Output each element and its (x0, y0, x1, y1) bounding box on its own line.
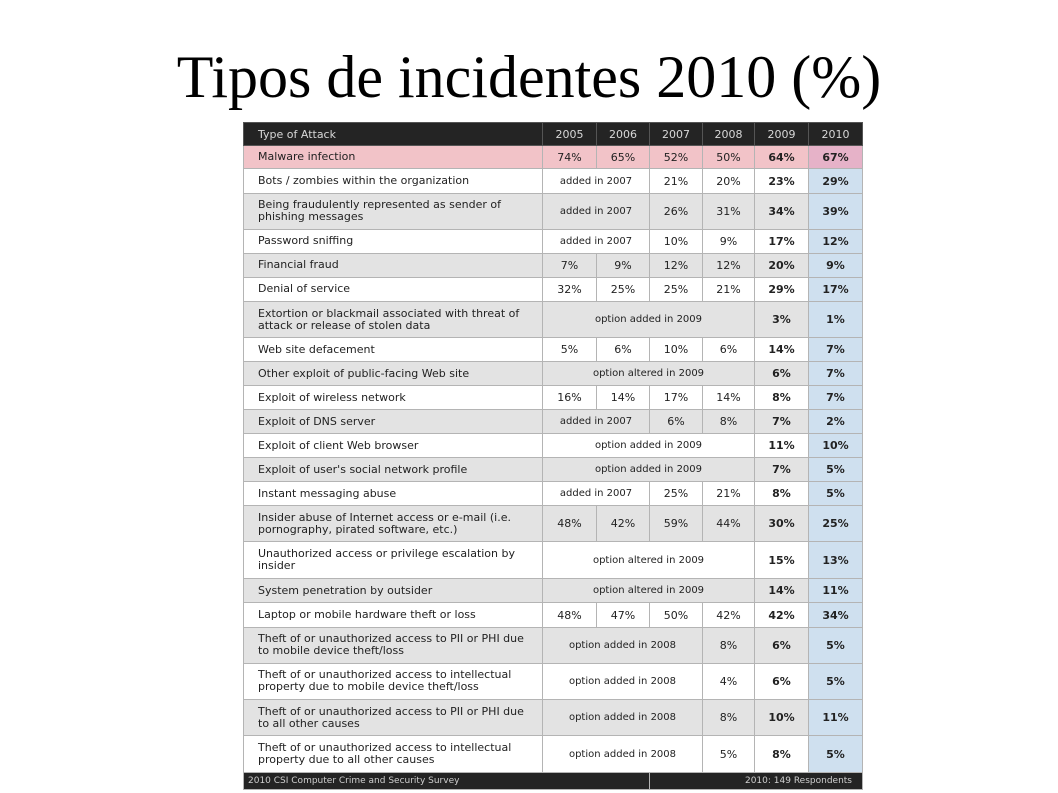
table-row (244, 458, 863, 481)
value-2010: 5% (809, 627, 863, 663)
note-cell: added in 2007 (543, 169, 650, 194)
attack-type-cell: Financial fraud (244, 254, 543, 277)
value-2005: 48% (543, 506, 597, 542)
value-2008: 4% (703, 663, 755, 700)
value-2010: 11% (809, 578, 863, 603)
table-row (244, 254, 863, 277)
value-2007: 21% (650, 169, 703, 194)
incident-table (243, 122, 863, 790)
attack-type-cell: Theft of or unauthorized access to PII or PHI due to all other causes (244, 700, 543, 736)
note-cell: option altered in 2009 (543, 362, 755, 385)
value-2008: 14% (703, 385, 755, 410)
value-2009: 8% (755, 481, 809, 506)
attack-type-cell: Being fraudulently represented as sender of phishing messages (244, 193, 543, 229)
value-2009: 6% (755, 627, 809, 663)
table-row (244, 663, 863, 700)
value-2010: 39% (809, 193, 863, 229)
value-2009: 7% (755, 410, 809, 433)
value-2010: 7% (809, 362, 863, 385)
table-row (244, 433, 863, 458)
attack-type-cell: Bots / zombies within the organization (244, 169, 543, 194)
value-2008: 8% (703, 627, 755, 663)
table-row (244, 302, 863, 338)
value-2005: 16% (543, 385, 597, 410)
value-2009: 42% (755, 603, 809, 628)
attack-type-cell: Instant messaging abuse (244, 481, 543, 506)
note-cell: option added in 2009 (543, 302, 755, 338)
value-2006: 6% (597, 337, 650, 362)
table-row (244, 362, 863, 385)
note-cell: added in 2007 (543, 481, 650, 506)
value-2005: 48% (543, 603, 597, 628)
header-type-of-attack: Type of Attack (244, 123, 543, 146)
value-2009: 64% (755, 146, 809, 169)
value-2006: 47% (597, 603, 650, 628)
value-2009: 3% (755, 302, 809, 338)
attack-type-cell: Theft of or unauthorized access to intellectual property due to mobile device theft/loss (244, 663, 543, 700)
value-2008: 31% (703, 193, 755, 229)
note-cell: added in 2007 (543, 229, 650, 254)
value-2010: 7% (809, 337, 863, 362)
value-2009: 6% (755, 663, 809, 700)
value-2008: 8% (703, 700, 755, 736)
value-2008: 44% (703, 506, 755, 542)
attack-type-cell: Malware infection (244, 146, 543, 169)
value-2008: 42% (703, 603, 755, 628)
value-2007: 59% (650, 506, 703, 542)
value-2008: 21% (703, 481, 755, 506)
value-2010: 7% (809, 385, 863, 410)
note-cell: option added in 2008 (543, 700, 703, 736)
header-2005: 2005 (543, 123, 597, 146)
value-2010: 10% (809, 433, 863, 458)
value-2009: 6% (755, 362, 809, 385)
value-2009: 7% (755, 458, 809, 481)
attack-type-cell: System penetration by outsider (244, 578, 543, 603)
note-cell: added in 2007 (543, 193, 650, 229)
attack-type-cell: Other exploit of public-facing Web site (244, 362, 543, 385)
footer-respondents: 2010: 149 Respondents (650, 773, 863, 790)
table-row (244, 193, 863, 229)
note-cell: option altered in 2009 (543, 578, 755, 603)
value-2010: 67% (809, 146, 863, 169)
value-2010: 1% (809, 302, 863, 338)
value-2009: 10% (755, 700, 809, 736)
table-row (244, 627, 863, 663)
value-2008: 5% (703, 736, 755, 773)
value-2010: 2% (809, 410, 863, 433)
value-2010: 17% (809, 277, 863, 302)
attack-type-cell: Exploit of user's social network profile (244, 458, 543, 481)
table-row (244, 337, 863, 362)
value-2007: 25% (650, 481, 703, 506)
table-row (244, 410, 863, 433)
table-row (244, 603, 863, 628)
attack-type-cell: Denial of service (244, 277, 543, 302)
header-2008: 2008 (703, 123, 755, 146)
note-cell: option added in 2009 (543, 433, 755, 458)
value-2007: 12% (650, 254, 703, 277)
value-2007: 10% (650, 229, 703, 254)
value-2008: 20% (703, 169, 755, 194)
header-row (244, 123, 863, 146)
table-row (244, 700, 863, 736)
value-2010: 11% (809, 700, 863, 736)
note-cell: option added in 2008 (543, 627, 703, 663)
value-2010: 5% (809, 663, 863, 700)
value-2005: 5% (543, 337, 597, 362)
value-2010: 13% (809, 542, 863, 579)
value-2009: 30% (755, 506, 809, 542)
value-2010: 5% (809, 481, 863, 506)
value-2008: 6% (703, 337, 755, 362)
note-cell: option altered in 2009 (543, 542, 755, 579)
footer-row (244, 773, 863, 790)
value-2007: 50% (650, 603, 703, 628)
value-2009: 11% (755, 433, 809, 458)
table-row (244, 542, 863, 579)
value-2006: 65% (597, 146, 650, 169)
value-2010: 9% (809, 254, 863, 277)
table-row (244, 578, 863, 603)
value-2009: 20% (755, 254, 809, 277)
value-2006: 14% (597, 385, 650, 410)
slide-title: Tipos de incidentes 2010 (%) (176, 44, 882, 110)
header-2010: 2010 (809, 123, 863, 146)
value-2010: 5% (809, 736, 863, 773)
value-2007: 52% (650, 146, 703, 169)
value-2008: 12% (703, 254, 755, 277)
value-2009: 14% (755, 578, 809, 603)
attack-type-cell: Web site defacement (244, 337, 543, 362)
table-row (244, 385, 863, 410)
value-2005: 74% (543, 146, 597, 169)
attack-type-cell: Extortion or blackmail associated with threat of attack or release of stolen data (244, 302, 543, 338)
table-row (244, 229, 863, 254)
note-cell: option added in 2009 (543, 458, 755, 481)
attack-type-cell: Password sniffing (244, 229, 543, 254)
attack-type-cell: Exploit of DNS server (244, 410, 543, 433)
attack-type-cell: Exploit of wireless network (244, 385, 543, 410)
value-2009: 14% (755, 337, 809, 362)
value-2009: 29% (755, 277, 809, 302)
attack-type-cell: Unauthorized access or privilege escalation by insider (244, 542, 543, 579)
value-2009: 17% (755, 229, 809, 254)
attack-type-cell: Laptop or mobile hardware theft or loss (244, 603, 543, 628)
header-2006: 2006 (597, 123, 650, 146)
value-2010: 25% (809, 506, 863, 542)
attack-type-cell: Theft of or unauthorized access to PII or PHI due to mobile device theft/loss (244, 627, 543, 663)
note-cell: option added in 2008 (543, 736, 703, 773)
value-2010: 29% (809, 169, 863, 194)
value-2006: 25% (597, 277, 650, 302)
value-2006: 9% (597, 254, 650, 277)
value-2010: 34% (809, 603, 863, 628)
value-2009: 23% (755, 169, 809, 194)
note-cell: added in 2007 (543, 410, 650, 433)
table-row (244, 169, 863, 194)
value-2007: 17% (650, 385, 703, 410)
value-2009: 8% (755, 385, 809, 410)
attack-type-cell: Insider abuse of Internet access or e-mail (i.e. pornography, pirated software, etc.) (244, 506, 543, 542)
value-2005: 32% (543, 277, 597, 302)
attack-type-cell: Theft of or unauthorized access to intellectual property due to all other causes (244, 736, 543, 773)
value-2007: 26% (650, 193, 703, 229)
footer-source: 2010 CSI Computer Crime and Security Survey (244, 773, 650, 790)
value-2006: 42% (597, 506, 650, 542)
table-row (244, 736, 863, 773)
value-2007: 6% (650, 410, 703, 433)
value-2008: 9% (703, 229, 755, 254)
header-2009: 2009 (755, 123, 809, 146)
value-2005: 7% (543, 254, 597, 277)
value-2010: 5% (809, 458, 863, 481)
table-row (244, 506, 863, 542)
table-row (244, 481, 863, 506)
note-cell: option added in 2008 (543, 663, 703, 700)
value-2009: 15% (755, 542, 809, 579)
value-2007: 10% (650, 337, 703, 362)
value-2008: 8% (703, 410, 755, 433)
value-2009: 34% (755, 193, 809, 229)
value-2008: 21% (703, 277, 755, 302)
header-2007: 2007 (650, 123, 703, 146)
table-row (244, 146, 863, 169)
value-2010: 12% (809, 229, 863, 254)
table-row (244, 277, 863, 302)
attack-type-cell: Exploit of client Web browser (244, 433, 543, 458)
value-2009: 8% (755, 736, 809, 773)
value-2007: 25% (650, 277, 703, 302)
value-2008: 50% (703, 146, 755, 169)
